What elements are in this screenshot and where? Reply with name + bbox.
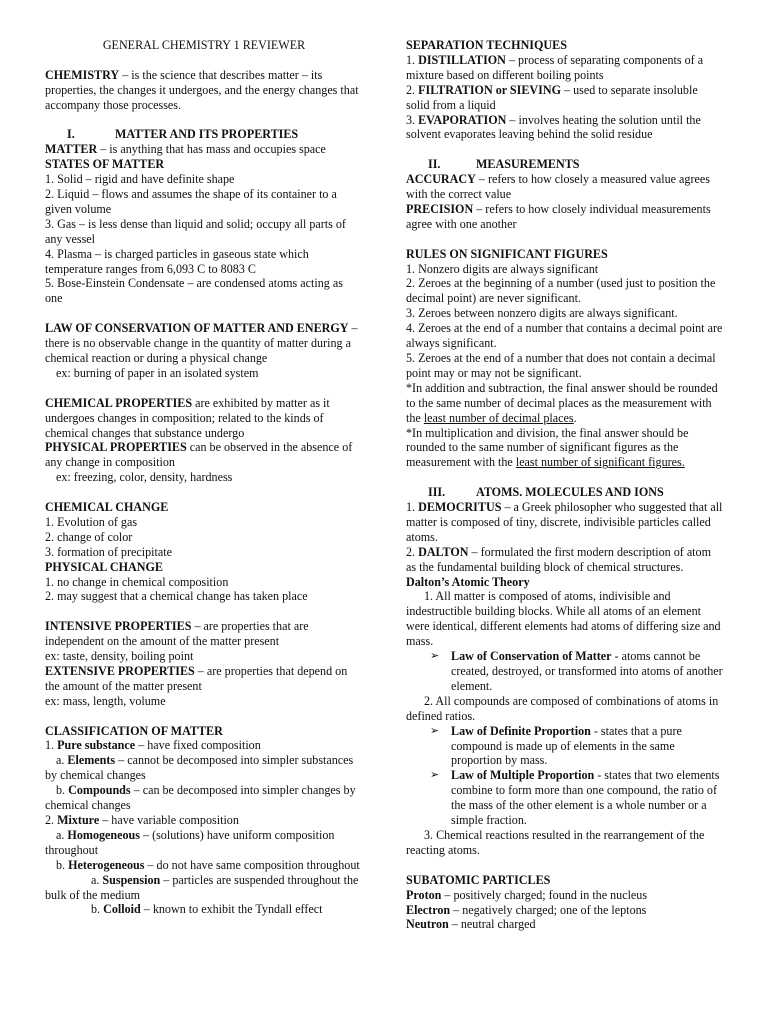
list-item: 2. Mixture – have variable composition <box>45 813 239 828</box>
accuracy-definition: ACCURACY – refers to how closely a measured value agrees with the correct value <box>406 172 710 202</box>
page-title: GENERAL CHEMISTRY 1 REVIEWER <box>102 38 306 52</box>
list-item: 1. Nonzero digits are always significant <box>406 261 599 276</box>
arrow-bullet-icon: ➢ <box>430 650 440 663</box>
list-item: a. Elements – cannot be decomposed into simpler substances by chemical changes <box>45 753 354 783</box>
section-heading-atoms: III. ATOMS. MOLECULES AND IONS <box>428 485 664 500</box>
example-text: ex: freezing, color, density, hardness <box>56 470 233 485</box>
list-item: 2. may suggest that a chemical change has taken place <box>45 589 308 604</box>
list-item: Proton – positively charged; found in the nucleus <box>406 887 648 902</box>
list-item: a. Homogeneous – (solutions) have uniform composition throughout <box>45 827 335 857</box>
chemical-properties: CHEMICAL PROPERTIES are exhibited by matter as it undergoes changes in composition; related to the kinds of chemical changes that substance undergo <box>45 395 330 440</box>
example-text: ex: taste, density, boiling point <box>45 649 194 664</box>
separation-heading: SEPARATION TECHNIQUES <box>406 38 567 52</box>
list-item: 5. Zeroes at the end of a number that does not contain a decimal point may or may not be significant. <box>406 351 716 380</box>
law-item: ➢ Law of Conservation of Matter - atoms cannot be created, destroyed, or transformed into atoms of another element. <box>430 649 723 693</box>
list-item: 3. formation of precipitate <box>45 544 172 559</box>
list-item: Neutron – neutral charged <box>406 917 536 932</box>
chemistry-definition: CHEMISTRY – is the science that describes matter – its properties, the changes it undergoes, and the energy changes that accompany those processes. <box>45 67 359 112</box>
theory-point: 3. Chemical reactions resulted in the rearrangement of the reacting atoms. <box>406 827 705 857</box>
list-item: 2. Liquid – flows and assumes the shape of its container to a given volume <box>45 187 337 216</box>
arrow-bullet-icon: ➢ <box>430 724 440 737</box>
matter-definition: MATTER – is anything that has mass and occupies space <box>45 142 326 157</box>
extensive-properties: EXTENSIVE PROPERTIES – are properties that depend on the amount of the matter present <box>45 663 348 693</box>
subatomic-heading: SUBATOMIC PARTICLES <box>406 872 551 887</box>
list-item: 1. no change in chemical composition <box>45 574 229 589</box>
list-item: 2. Zeroes at the beginning of a number (used just to position the decimal point) are never significant. <box>406 276 716 306</box>
theory-point: 2. All compounds are composed of combinations of atoms in defined ratios. <box>406 693 719 723</box>
states-heading: STATES OF MATTER <box>45 157 165 172</box>
example-text: ex: burning of paper in an isolated system <box>56 365 259 380</box>
list-item: 5. Bose-Einstein Condensate – are condensed atoms acting as one <box>45 276 343 306</box>
list-item: 3. Gas – is less dense than liquid and solid; occupy all parts of any vessel <box>45 216 346 246</box>
theory-point: 1. All matter is composed of atoms, indivisible and indestructible building blocks. While all atoms of an element were identical, different elements had atoms of differing size and mass. <box>406 589 721 649</box>
list-item: b. Heterogeneous – do not have same composition throughout <box>56 857 360 872</box>
precision-definition: PRECISION – refers to how closely individual measurements agree with one another <box>406 201 711 231</box>
section-heading-measurements: II. MEASUREMENTS <box>428 157 580 172</box>
classification-heading: CLASSIFICATION OF MATTER <box>45 723 223 738</box>
sigfigs-heading: RULES ON SIGNIFICANT FIGURES <box>406 246 608 261</box>
list-item: 3. Zeroes between nonzero digits are always significant. <box>406 306 678 321</box>
list-item: 4. Zeroes at the end of a number that contains a decimal point are always significant. <box>406 321 723 351</box>
list-item: 1. Pure substance – have fixed composition <box>45 738 261 753</box>
dalton-theory-heading: Dalton’s Atomic Theory <box>406 574 530 589</box>
list-item: Electron – negatively charged; one of the leptons <box>406 902 647 917</box>
list-item: 1. Solid – rigid and have definite shape <box>45 172 235 187</box>
sigfigs-note: *In multiplication and division, the final answer should be rounded to the same number of significant figures as the measurement with the least number of significant figures. <box>406 425 689 470</box>
list-item: 4. Plasma – is charged particles in gaseous state which temperature ranges from 6,093 C to 8083 C <box>45 246 309 276</box>
right-column <box>406 38 724 932</box>
dalton-item: 2. DALTON – formulated the first modern description of atom as the fundamental building block of chemical structures. <box>406 544 711 574</box>
section-heading-matter: I. MATTER AND ITS PROPERTIES <box>67 127 299 142</box>
list-item: a. Suspension – particles are suspended throughout the bulk of the medium <box>45 872 359 902</box>
list-item: b. Compounds – can be decomposed into simpler changes by chemical changes <box>45 783 356 813</box>
left-column <box>45 38 363 917</box>
list-item: 3. EVAPORATION – involves heating the solution until the solvent evaporates leaving behind the solid residue <box>406 112 701 142</box>
list-item: b. Colloid – known to exhibit the Tyndall effect <box>91 902 323 917</box>
sigfigs-note: *In addition and subtraction, the final answer should be rounded to the same number of decimal places as the measurement with the least number of decimal places. <box>406 380 718 425</box>
physical-properties: PHYSICAL PROPERTIES can be observed in the absence of any change in composition <box>45 440 353 470</box>
physical-change-heading: PHYSICAL CHANGE <box>45 559 163 574</box>
intensive-properties: INTENSIVE PROPERTIES – are properties that are independent on the amount of the matter present <box>45 619 309 649</box>
example-text: ex: mass, length, volume <box>45 693 166 708</box>
law-item: ➢ Law of Multiple Proportion - states that two elements combine to form more than one compound, the ratio of the mass of the other element is a whole number or a simple fraction. <box>430 768 720 828</box>
conservation-law: LAW OF CONSERVATION OF MATTER AND ENERGY – there is no observable change in the quantity of matter during a chemical reaction or during a physical change <box>45 321 358 365</box>
list-item: 1. Evolution of gas <box>45 514 138 529</box>
law-item: ➢ Law of Definite Proportion - states that a pure compound is made up of elements in the same proportion by mass. <box>430 723 682 768</box>
arrow-bullet-icon: ➢ <box>430 769 440 782</box>
list-item: 2. change of color <box>45 529 133 544</box>
list-item: 1. DISTILLATION – process of separating components of a mixture based on different boiling points <box>406 52 704 82</box>
chemical-change-heading: CHEMICAL CHANGE <box>45 500 169 515</box>
democritus-item: 1. DEMOCRITUS – a Greek philosopher who suggested that all matter is composed of tiny, discrete, indivisible particles called atoms. <box>406 500 723 544</box>
list-item: 2. FILTRATION or SIEVING – used to separate insoluble solid from a liquid <box>406 82 698 112</box>
